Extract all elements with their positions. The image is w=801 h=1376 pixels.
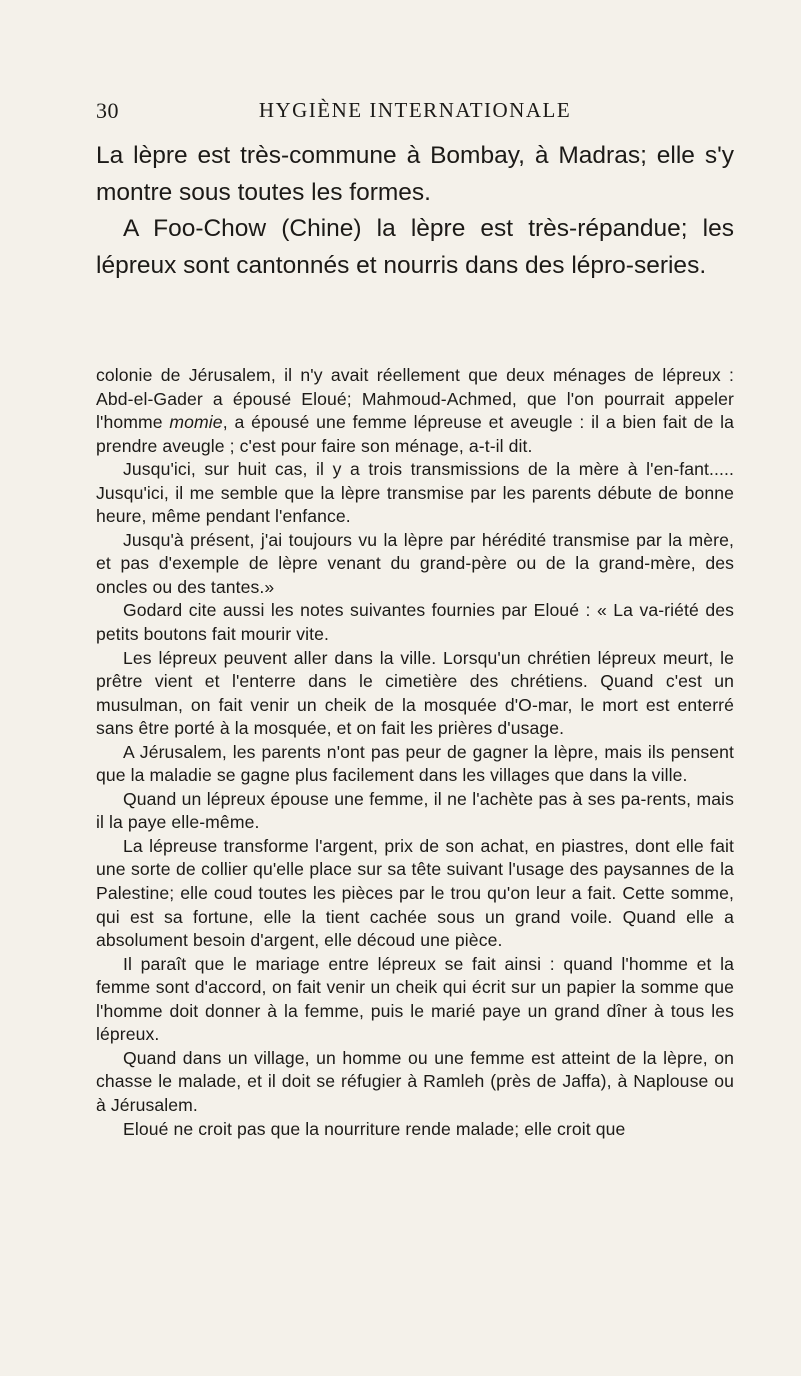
preface-paragraph: La lèpre est très-commune à Bombay, à Madras; elle s'y montre sous toutes les formes. — [96, 142, 734, 206]
running-head: HYGIÈNE INTERNATIONALE — [258, 98, 572, 122]
preface-large-text — [96, 138, 734, 284]
body-paragraph — [96, 364, 734, 458]
page-number: 30 — [96, 98, 119, 123]
preface-paragraph: A Foo-Chow (Chine) la lèpre est très-répandue; les lépreux sont cantonnés et nourris dans des lépro-series. — [96, 215, 734, 279]
body-paragraph: La lépreuse transforme l'argent, prix de son achat, en piastres, dont elle fait une sorte de collier qu'elle place sur sa tête suivant l'usage des paysannes de la Palestine; elle coud toutes les pièces par le trou qu'on leur a fait. Cette somme, qui est sa fortune, elle la tient cachée sous un grand voile. Quand elle a absolument besoin d'argent, elle découd une pièce. — [96, 835, 734, 951]
body-paragraph: Jusqu'à présent, j'ai toujours vu la lèpre par hérédité transmise par la mère, et pas d'exemple de lèpre venant du grand-père ou de la grand-mère, des oncles ou des tantes.» — [96, 529, 734, 597]
body-paragraph: Les lépreux peuvent aller dans la ville. Lorsqu'un chrétien lépreux meurt, le prêtre vient et l'enterre dans le cimetière des chrétiens. Quand c'est un musulman, on fait venir un cheik de la mosquée d'O-mar, le mort est enterré sans être porté à la mosquée, et on fait les prières d'usage. — [96, 647, 734, 739]
text-run: , a épousé une femme lépreuse et aveugle : il a bien fait de la prendre aveugle ; c'est pour faire son ménage, a-t-il dit. — [96, 412, 735, 456]
page-header — [96, 98, 734, 128]
text-run: colonie de Jérusalem, il n'y avait réellement que deux ménages de lépreux : Abd-el-Gader a épousé Eloué; Mahmoud-Achmed, que l'on pourrait appeler l'homme — [96, 365, 734, 433]
body-paragraph: Jusqu'ici, sur huit cas, il y a trois transmissions de la mère à l'en-fant..... Jusqu'ici, il me semble que la lèpre transmise par les parents débute de bonne heure, même pendant l'enfance. — [96, 459, 734, 527]
body-text — [96, 364, 734, 1141]
body-paragraph: Quand un lépreux épouse une femme, il ne l'achète pas à ses pa-rents, mais il la paye elle-même. — [96, 788, 734, 833]
body-paragraph: Godard cite aussi les notes suivantes fournies par Eloué : « La va-riété des petits boutons fait mourir vite. — [96, 600, 734, 645]
body-paragraph: A Jérusalem, les parents n'ont pas peur de gagner la lèpre, mais ils pensent que la maladie se gagne plus facilement dans les villages que dans la ville. — [96, 741, 734, 786]
body-paragraph: Quand dans un village, un homme ou une femme est atteint de la lèpre, on chasse le malade, et il doit se réfugier à Ramleh (près de Jaffa), à Naplouse ou à Jérusalem. — [96, 1047, 734, 1115]
body-paragraph: Il paraît que le mariage entre lépreux se fait ainsi : quand l'homme et la femme sont d'accord, on fait venir un cheik qui écrit sur un papier la somme que l'homme doit donner à la femme, puis le marié paye un grand dîner à tous les lépreux. — [96, 953, 734, 1045]
body-paragraph: Eloué ne croit pas que la nourriture rende malade; elle croit que — [123, 1118, 626, 1139]
italic-term: momie — [169, 412, 223, 433]
